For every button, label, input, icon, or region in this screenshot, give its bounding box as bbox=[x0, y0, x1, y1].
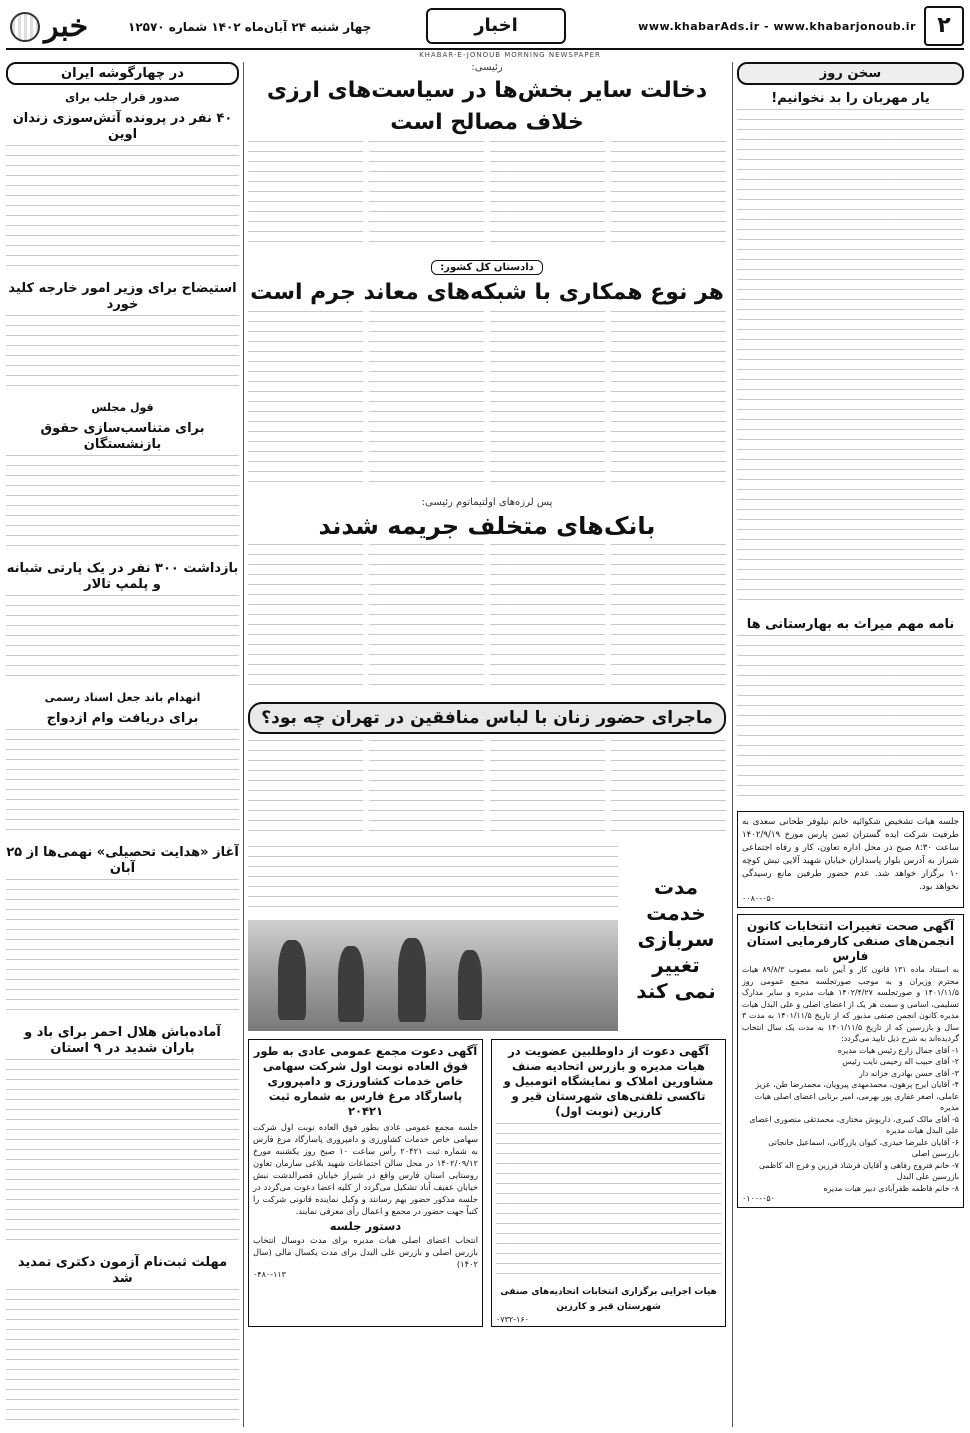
story-headline: مهلت ثبت‌نام آزمون دکتری تمدید شد bbox=[17, 1255, 228, 1286]
story5 bbox=[248, 846, 726, 1031]
story1-headline: دخالت سایر بخش‌ها در سیاست‌های ارزی خلاف مصالح است bbox=[266, 78, 708, 135]
story-body bbox=[6, 455, 239, 555]
story-body bbox=[6, 315, 239, 395]
story-headline: آماده‌باش هلال احمر برای باد و باران شدید در ۹ استان bbox=[24, 1025, 221, 1056]
story-headline: استیضاح برای وزیر امور خارجه کلید خورد bbox=[8, 281, 237, 312]
story-kicker: صدور قرار جلب برای bbox=[65, 91, 180, 104]
story-kicker: انهدام باند جعل اسناد رسمی bbox=[44, 691, 201, 704]
story4-body bbox=[248, 740, 726, 840]
left-column-title: در چهارگوشه ایران bbox=[6, 62, 239, 85]
sokhan-roz-headline: یار مهربان را بد نخوانیم! bbox=[771, 91, 930, 106]
story-headline: بازداشت ۳۰۰ نفر در یک پارتی شبانه و پلمپ تالار bbox=[6, 561, 239, 592]
globe-icon bbox=[10, 12, 40, 42]
story-body bbox=[6, 879, 239, 1019]
ad-election-confirmation: آگهی صحت تغییرات انتخابات کانون انجمن‌های صنفی کارفرمایی استان فارس به استناد ماده ۱۳۱ قانون کار و آیین نامه مصوب ۸۹/۸/۳ هیات محترم وزیران و به موجب صورتجلسه مجمع عمومی روز ۱۴۰۱/۱۱/۵ و صورتجلسه ۱۴۰۲/۴/۲۷ هیات مدیره و سایر مدارک تسلیمی، اسامی و سمت هر یک از اعضای اصلی و علی البدل هیات مدیره کانون انجمن صنفی مذبور که از تاریخ ۱۴۰۱/۱۱/۵ به مدت ۳ سال و بازرسین که از تاریخ ۱۴۰۱/۱۱/۵ به مدت یک سال انتخاب گردیده‌اند به شرح ذیل تایید می‌گردد: ۱- آقای جمال زارع رئیس هیات مدیره ۲- آقای حبیب اله رحیمی نایب رئیس ۳- آقای حسن بهادری خزانه دار ۴- آقایان ایرج پرهون، محمدمهدی پیرویان، محمدرضا طن، عزیز عاملی، اصغر غفاری پور بهرمی، امیر برنابی اعضای اصلی هیات مدیره ۵- آقای مالک کبیری، داریوش مختاری، محمدتقی منصوری اعضای علی البدل هیات مدیره ۶- آقایان علیرضا حیدری، کیوان بازرگانی، اسماعیل خانجانی بازرسین اصلی ۷- خانم فتروج رفاهی و آقایان فرشاد فرزین و فرج اله کاظمی بازرسین علی البدل ۸- خانم فاطمه ظفرآبادی دبیر هیات مدیره ۰۱۰۰-۰۵۰ bbox=[737, 914, 964, 1208]
soldiers-photo bbox=[248, 920, 618, 1031]
story3-body bbox=[248, 544, 726, 694]
sokhan-roz-body bbox=[737, 109, 964, 609]
story5-body bbox=[248, 846, 618, 916]
sokhan-roz-title: سخن روز bbox=[737, 62, 964, 85]
story-kicker: قول مجلس bbox=[91, 401, 154, 414]
ad-union-election: آگهی دعوت از داوطلبین عضویت در هیات مدیره و بازرس اتحادیه صنف مشاورین املاک و نمایشگاه اتومبیل و تاکسی تلفنی‌های شهرستان قیر و کارزین (نوبت اول) هیات اجرایی برگزاری انتخابات اتحادیه‌های صنفی شهرستان قیر و کارزین ۰۷۳۲-۱۶۰ bbox=[491, 1039, 726, 1327]
story-headline: برای دریافت وام ازدواج bbox=[46, 711, 199, 726]
ads-row bbox=[248, 1039, 726, 1327]
left-column bbox=[6, 62, 244, 1427]
website-link[interactable]: www.khabarAds.ir - www.khabarjonoub.ir bbox=[638, 20, 916, 33]
notice-labor-hearing: جلسه هیات تشخیص شکوائیه خانم نیلوفر طحانی سعدی به طرفیت شرکت ایده گستران ثمین پارس مورخ ۱۴۰۲/۹/۱۹ ساعت ۸:۳۰ صبح در محل اداره تعاون، کار و رفاه اجتماعی شیراز به آدرس بلوار پاسداران خیابان شهید آلایی نبش کوچه ۱۰ برگزار خواهد شد. عدم حضور طرفین مانع رسیدگی نخواهد بود. ۰۰۸۰-۰۵۰ bbox=[737, 811, 964, 908]
story-headline: ۴۰ نفر در پرونده آتش‌سوزی زندان اوین bbox=[12, 111, 233, 142]
middle-column bbox=[248, 62, 726, 1427]
story4-headline: ماجرای حضور زنان با لباس منافقین در تهران چه بود؟ bbox=[248, 702, 726, 734]
story5-headline: مدت خدمت سربازی تغییر نمی کند bbox=[636, 874, 716, 1003]
story3-headline: بانک‌های متخلف جریمه شدند bbox=[318, 512, 656, 540]
page-number: ۲ bbox=[924, 6, 964, 46]
newspaper-logo: خبر bbox=[10, 8, 120, 48]
story-headline: برای متناسب‌سازی حقوق بازنشستگان bbox=[40, 421, 205, 452]
story1-body bbox=[248, 141, 726, 251]
story-body bbox=[6, 1289, 239, 1429]
heritage-headline: نامه مهم میراث به بهارستانی ها bbox=[746, 617, 955, 632]
story2-body bbox=[248, 311, 726, 491]
right-column bbox=[732, 62, 964, 1427]
story-body bbox=[6, 729, 239, 839]
story2-headline: هر نوع همکاری با شبکه‌های معاند جرم است bbox=[250, 280, 724, 305]
story-body bbox=[6, 595, 239, 685]
ad-general-meeting: آگهی دعوت مجمع عمومی عادی به طور فوق العاده نوبت اول شرکت سهامی خاص خدمات کشاورزی و دامپروری پاسارگاد مرغ فارس به شماره ثبت ۲۰۴۲۱ جلسه مجمع عمومی عادی بطور فوق العاده نوبت اول شرکت سهامی خاص خدمات کشاورزی و دامپروری پاسارگاد مرغ فارس به شماره ثبت ۲۰۴۲۱ رأس ساعت ۱۰ صبح روز یکشنبه مورخ ۱۴۰۲/۰۹/۱۲ در محل سالن اجتماعات شهید بلاغی سازمان تعاون روستایی استان فارس واقع در شیراز خیابان قصرالدشت نبش خیابان عفیف آباد تشکیل می‌گردد از کلیه اعضا دعوت می‌گردد در جلسه مذکور حضور بهم رسانند و وکیل نماینده قانونی شرکت را کتباً جهت حضور در مجمع و اعمال رأی معرفی نمایند. دستور جلسه انتخاب اعضای اصلی هیات مدیره برای مدت دوسال انتخاب بازرس اصلی و بازرس علی البدل برای مدت یکسال مالی (سال ۱۴۰۲) ۰۴۸۰-۱۱۳ bbox=[248, 1039, 483, 1327]
ad-body bbox=[496, 1123, 721, 1283]
issue-date: چهار شنبه ۲۴ آبان‌ماه ۱۴۰۲ شماره ۱۲۵۷۰ bbox=[128, 20, 372, 34]
story1-kicker: رئیسی: bbox=[471, 62, 503, 73]
story-body bbox=[6, 1059, 239, 1249]
member-list: ۱- آقای جمال زارع رئیس هیات مدیره ۲- آقای حبیب اله رحیمی نایب رئیس ۳- آقای حسن بهادری خزانه دار ۴- آقایان ایرج پرهون، محمدمهدی پیرویان، محمدرضا طن، عزیز عاملی، اصغر غفاری پور بهرمی، امیر برنابی اعضای اصلی هیات مدیره ۵- آقای مالک کبیری، داریوش مختاری، محمدتقی منصوری اعضای علی البدل هیات مدیره ۶- آقایان علیرضا حیدری، کیوان بازرگانی، اسماعیل خانجانی بازرسین اصلی ۷- خانم فتروج رفاهی و آقایان فرشاد فرزین و فرج اله کاظمی بازرسین علی البدل ۸- خانم فاطمه ظفرآبادی دبیر هیات مدیره bbox=[749, 1045, 959, 1193]
heritage-body bbox=[737, 635, 964, 805]
section-title: اخبار bbox=[426, 8, 566, 44]
story-body bbox=[6, 145, 239, 275]
masthead bbox=[6, 6, 964, 50]
tagline: KHABAR-E-JONOUB MORNING NEWSPAPER bbox=[419, 51, 601, 59]
story3-kicker: پس لرزه‌های اولتیماتوم رئیسی: bbox=[421, 497, 553, 508]
story-headline: آغاز «هدایت تحصیلی» نهمی‌ها از ۲۵ آبان bbox=[6, 845, 239, 876]
story2-kicker: دادستان کل کشور: bbox=[431, 260, 543, 275]
